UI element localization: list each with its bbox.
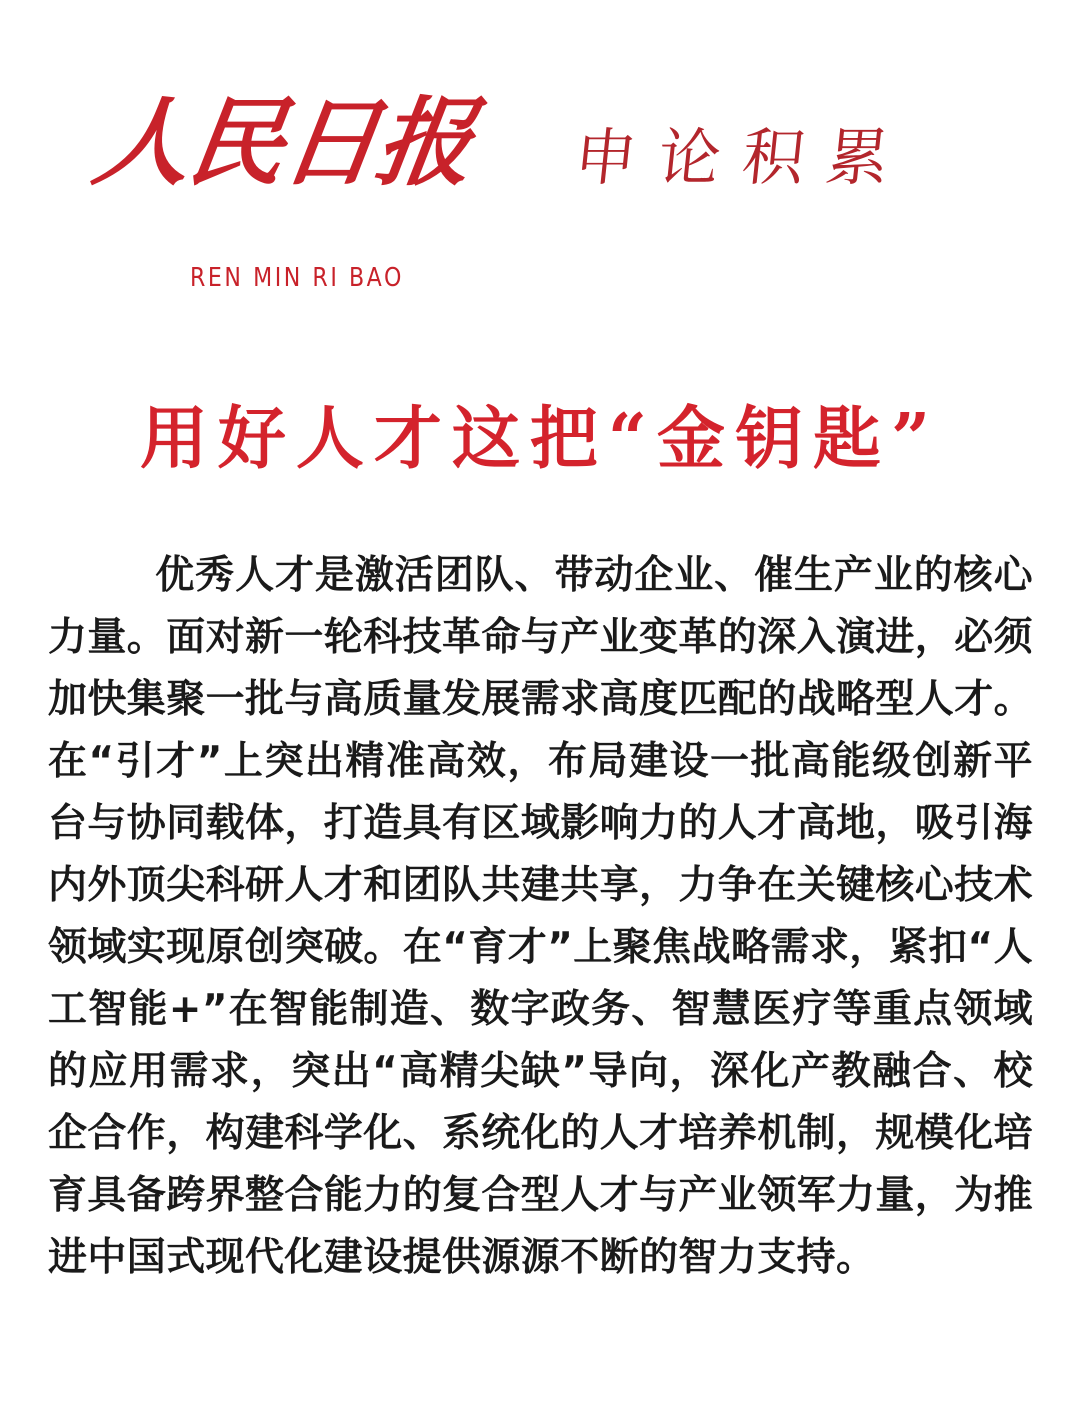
article-body: 优秀人才是激活团队、带动企业、催生产业的核心力量。面对新一轮科技革命与产业变革的深入演进，必须加快集聚一批与高质量发展需求高度匹配的战略型人才。在“引才”上突出精准高效，布局建设一批高能级创新平台与协同载体，打造具有区域影响力的人才高地，吸引海内外顶尖科研人才和团队共建共享，力争在关键核心技术领域实现原创突破。在“育才”上聚焦战略需求，紧扣“人工智能+”在智能制造、数字政务、智慧医疗等重点领域的应用需求，突出“高精尖缺”导向，深化产教融合、校企合作，构建科学化、系统化的人才培养机制，规模化培育具备跨界整合能力的复合型人才与产业领军力量，为推进中国式现代化建设提供源源不断的智力支持。	[48, 553, 1034, 1280]
newspaper-logo: 人民日报	[87, 86, 480, 199]
column-title: 申论积累	[570, 121, 915, 194]
newspaper-logo-pinyin: REN MIN RI BAO	[190, 263, 404, 293]
article-headline: 用好人才这把“金钥匙”	[139, 399, 941, 479]
masthead	[87, 86, 480, 305]
